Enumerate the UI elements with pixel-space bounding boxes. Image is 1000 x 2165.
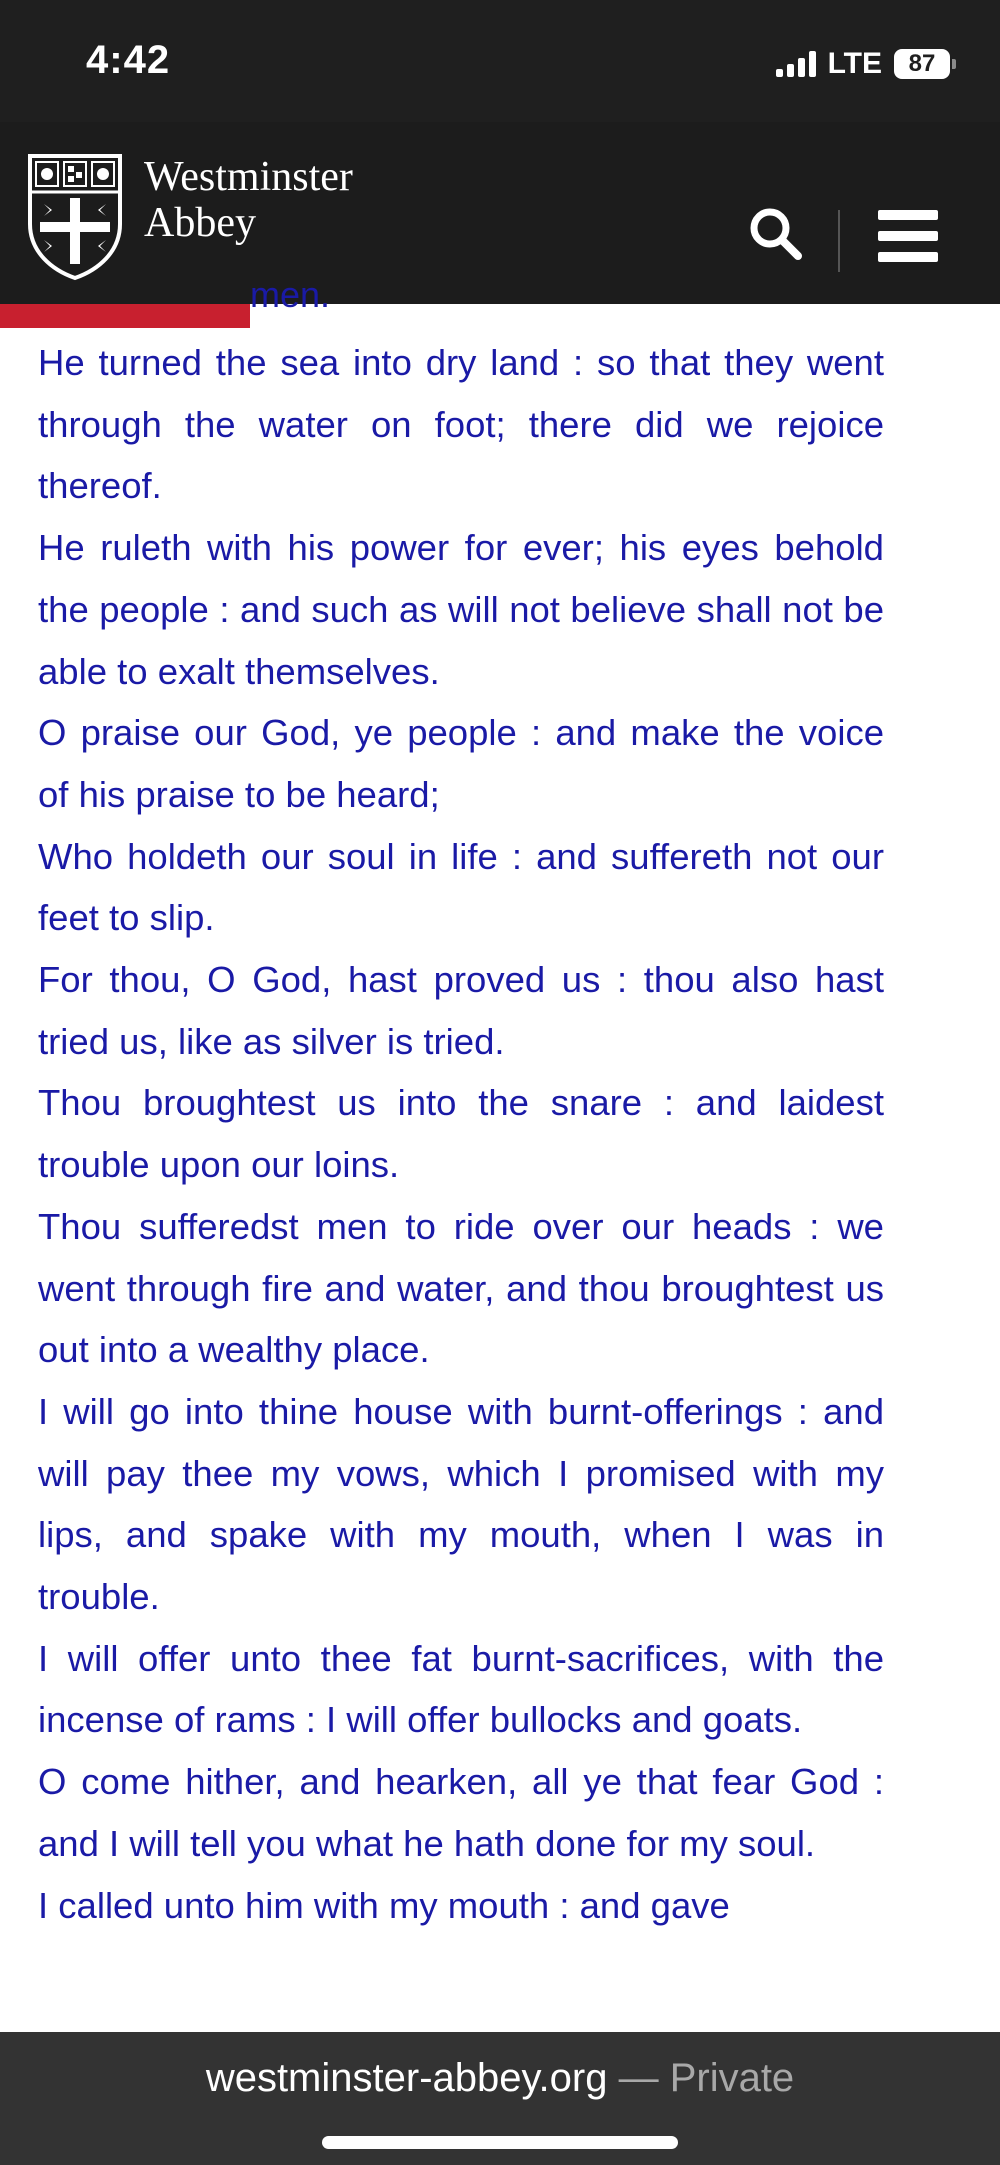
browser-url-bar[interactable] [0,2032,1000,2165]
verse: Thou sufferedst men to ride over our heads : we went through fire and water, and thou broughtest us out into a wealthy place. [38,1205,884,1371]
logo-line-westminster: Westminster [144,154,353,200]
status-bar [0,0,1000,122]
home-indicator[interactable] [322,2136,678,2149]
search-button[interactable] [748,206,804,262]
search-icon [748,206,804,262]
battery-icon [894,49,950,79]
verse: I called unto him with my mouth : and gave [38,1884,730,1926]
psalm-verses [38,332,884,1936]
site-header [0,122,1000,304]
psalm-content [0,274,1000,2032]
verse: For thou, O God, hast proved us : thou also hast tried us, like as silver is tried. [38,959,884,1062]
verse: He ruleth with his power for ever; his eyes behold the people : and such as will not believe shall not be able to exalt themselves. [38,527,884,692]
url-display[interactable] [0,2056,1000,2101]
verse: Thou broughtest us into the snare : and laidest trouble upon our loins. [38,1082,884,1186]
verse: He turned the sea into dry land : so that they went through the water on foot; there did we rejoice thereof. [38,342,884,507]
crest-icon [26,152,124,280]
logo-line-abbey: Abbey [144,200,256,246]
menu-button[interactable] [876,208,940,264]
verse: Who holdeth our soul in life : and suffereth not our feet to slip. [38,835,884,939]
status-time: 4:42 [86,38,171,82]
cut-off-verse-text: men. [250,274,331,315]
reading-progress-bar [0,304,250,328]
verse: I will offer unto thee fat burnt-sacrifices, with the incense of rams : I will offer bullocks and goats. [38,1637,884,1741]
signal-icon [776,51,816,77]
logo-text [144,154,353,246]
verse: O come hither, and hearken, all ye that fear God : and I will tell you what he hath done for my soul. [38,1761,884,1864]
network-label: LTE [827,47,882,80]
private-mode-label: Private [669,2056,795,2100]
url-domain: westminster-abbey.org [205,2056,608,2100]
site-logo[interactable] [26,152,353,280]
status-indicators [776,46,950,82]
verse: I will go into thine house with burnt-offerings : and will pay thee my vows, which I promised with my lips, and spake with my mouth, when I was in trouble. [38,1390,884,1618]
url-separator: — [607,2056,670,2100]
verse: O praise our God, ye people : and make the voice of his praise to be heard; [38,712,884,815]
battery-level: 87 [908,50,936,77]
header-divider [838,210,840,272]
